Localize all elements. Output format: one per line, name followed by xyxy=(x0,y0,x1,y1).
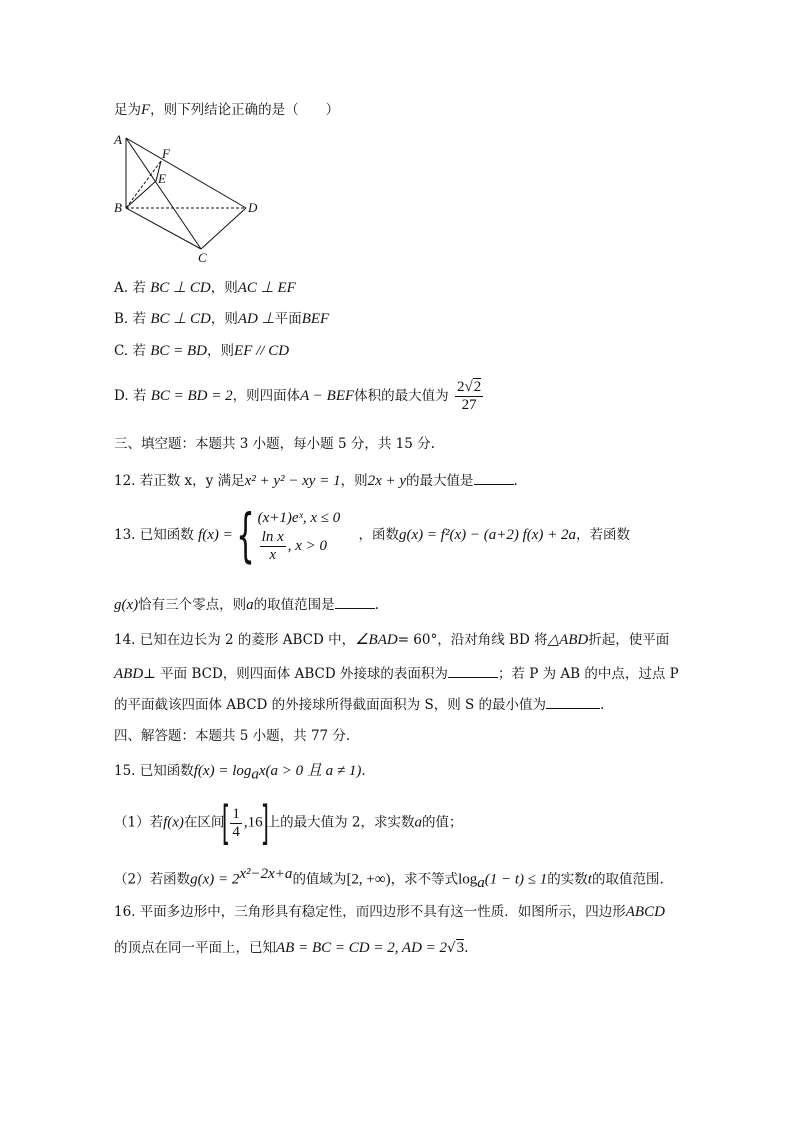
vertex-a-label: A xyxy=(114,132,122,147)
question-14-line1: 14. 已知在边长为 2 的菱形 ABCD 中，∠BAD= 60°，沿对角线 BD 将△ABD折起，使平面 xyxy=(114,632,670,648)
vertex-d-label: D xyxy=(248,200,258,215)
question-15-part1: （1）若f(x)在区间[ $\frac{1}{4}$ ,16]上的最大值为 2，求实数a的值； xyxy=(114,796,463,850)
vertex-b-label: B xyxy=(114,200,122,215)
left-bracket-icon: [ xyxy=(222,796,231,850)
answer-blank[interactable] xyxy=(335,594,375,609)
option-a: A. 若 BC ⊥ CD，则AC ⊥ EF xyxy=(114,280,296,296)
vertex-f-label: F xyxy=(162,146,170,161)
question-14-line2: ABD⊥ 平面 BCD，则四面体 ABCD 外接球的表面积为 ；若 P 为 AB 的中点，过点 P xyxy=(114,663,679,684)
answer-blank[interactable] xyxy=(546,694,600,709)
question-15-part2: （2）若函数$g(x) = 2^{x^2-2x+a}$的值域为[2, +∞)，求不等式$\log_a(1 - t) \le 1$的实数t的取值范围. xyxy=(114,866,664,892)
intro-line: 足为F，则下列结论正确的是（ ） xyxy=(114,102,340,118)
piecewise-cases: (x+1)eˣ, x ≤ 0 $\frac{\text{ln x}}{x}$ , x > 0 xyxy=(257,509,341,563)
section-3-heading: 三、填空题：本题共 3 小题，每小题 5 分，共 15 分. xyxy=(114,436,435,452)
answer-blank[interactable] xyxy=(448,663,498,678)
question-13-line2: g(x)恰有三个零点，则a的取值范围是 . xyxy=(114,594,379,615)
question-15-stem: 15. 已知函数$f(x) = \log_ax(a > 0$ 且 a ≠ 1). xyxy=(114,763,366,783)
question-16-line1: 16. 平面多边形中，三角形具有稳定性，而四边形不具有这一性质．如图所示，四边形ABCD xyxy=(114,904,665,920)
question-16-line2: 的顶点在同一平面上，已知AB = BC = CD = 2, AD = 2√3. xyxy=(114,940,469,956)
option-b: B. 若 BC ⊥ CD，则AD ⊥平面BEF xyxy=(114,311,330,327)
option-c: C. 若 BC = BD，则EF // CD xyxy=(114,343,290,359)
answer-blank[interactable] xyxy=(474,470,514,485)
question-12: 12. 若正数 x，y 满足x² + y² − xy = 1，则2x + y的最大值是 . xyxy=(114,470,518,491)
right-bracket-icon: ] xyxy=(260,796,269,850)
geometry-figure xyxy=(108,128,268,264)
vertex-e-label: E xyxy=(158,171,166,186)
vertex-c-label: C xyxy=(198,250,207,264)
question-14-line3: 的平面截该四面体 ABCD 的外接球所得截面面积为 S，则 S 的最小值为 . xyxy=(114,694,604,715)
piecewise-brace-icon: { xyxy=(235,501,255,569)
question-13: 13. 已知函数 f(x) ={ (x+1)eˣ, x ≤ 0 $\frac{\text{ln x}}{x}$ , x > 0 ，函数g(x) = f²(x) − (a+2) f(x) + 2a，若函数 xyxy=(114,501,631,569)
option-d: D. 若 BC = BD = 2，则四面体A − BEF体积的最大值为 $\frac{2√2}{27}$ xyxy=(114,379,482,413)
section-4-heading: 四、解答题：本题共 5 小题，共 77 分. xyxy=(114,728,351,744)
max-volume-fraction: $\frac{2√2}{27}$ xyxy=(456,379,482,413)
